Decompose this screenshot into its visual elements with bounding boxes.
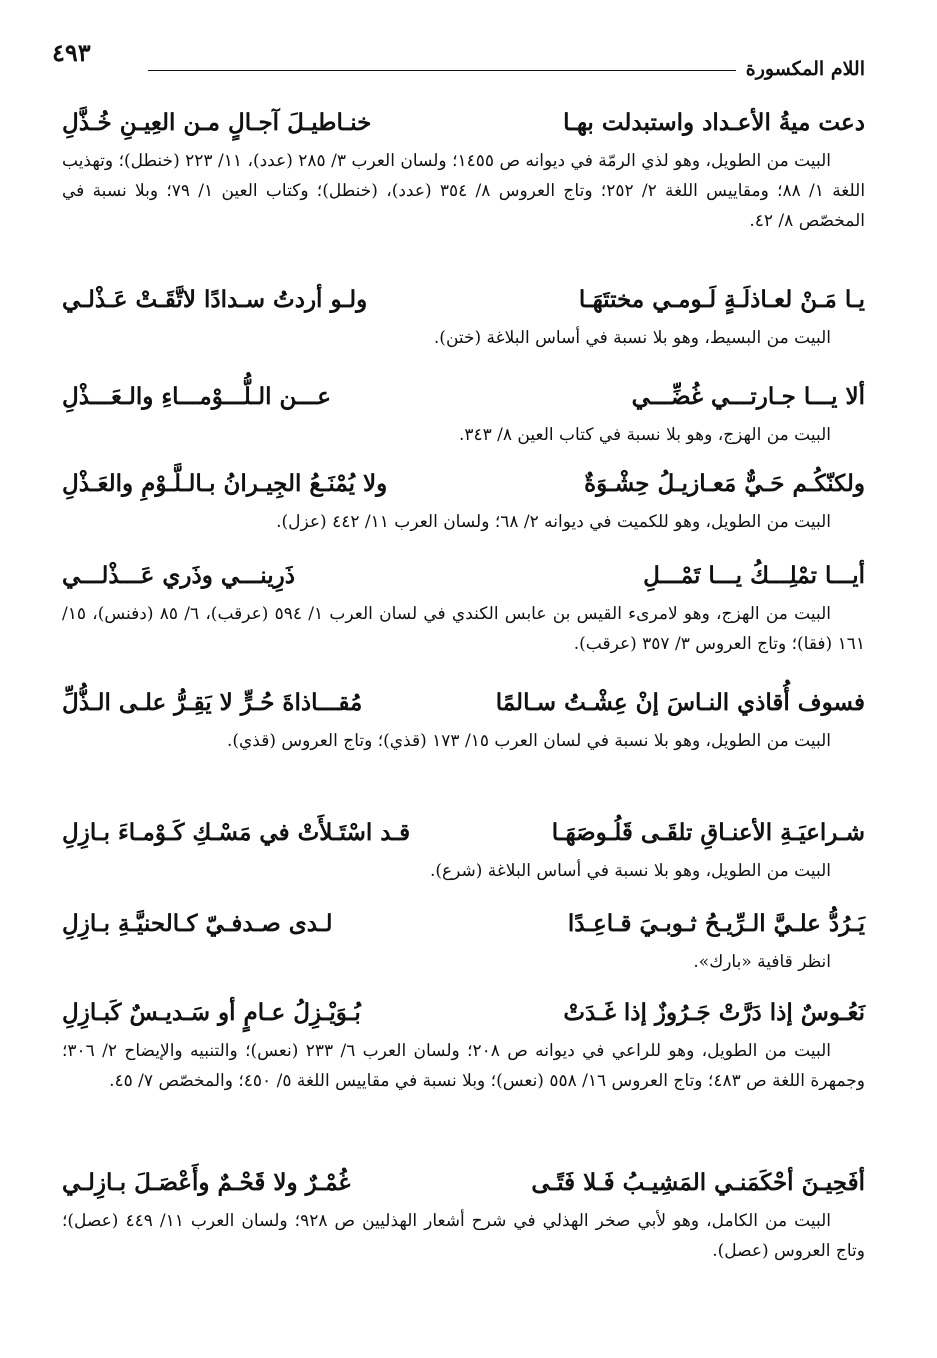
verse-footnote: انظر قافية «بارك». (693, 952, 831, 972)
verse-line (62, 553, 865, 599)
second-hemistich: خنـاطيـلَ آجـالٍ مـن العِيـنِ خُـذَّلِ (62, 109, 372, 136)
verse-footnote: البيت من الكامل، وهو لأبي صخر الهذلي في شرح أشعار الهذليين ص ٩٢٨؛ ولسان العرب ١١/ ٤٤٩ (عصل)؛ وتاج العروس (عصل). (62, 1211, 865, 1261)
verse-entry (62, 100, 865, 236)
second-hemistich: مُقـــاذاةَ حُـرٍّ لا يَقِـرُّ علـى الـذُّلِّ (62, 689, 363, 716)
verse-line (62, 901, 865, 947)
page-number: ٤٩٣ (52, 38, 91, 67)
verse-entry (62, 374, 865, 450)
second-hemistich: لـدى صـدفـيّ كـالحنيَّـةِ بـازِلِ (62, 910, 333, 937)
first-hemistich: شـراعيَـةِ الأعنـاقِ تلقَـى قَلُـوصَهَـا (551, 819, 865, 846)
verse-entry (62, 277, 865, 353)
verse-entry (62, 461, 865, 537)
header-rule (148, 70, 736, 71)
verse-footnote: البيت من البسيط، وهو بلا نسبة في أساس البلاغة (ختن). (433, 328, 831, 348)
second-hemistich: عـــن الـلُّـــوْمـــاءِ والـعَـــذْلِ (62, 383, 332, 410)
first-hemistich: ولكنّكُـم حَـيٌّ مَعـازيـلُ حِشْـوَةٌ (584, 470, 865, 497)
verse-footnote: البيت من الطويل، وهو بلا نسبة في لسان العرب ١٥/ ١٧٣ (قذي)؛ وتاج العروس (قذي). (226, 731, 831, 751)
first-hemistich: يـا مَـنْ لعـاذلَـةٍ لَـومـي مختتَهَـا (578, 286, 865, 313)
verse-entry (62, 810, 865, 886)
first-hemistich: أيـــا تمْلِـــكُ يـــا تَمْـــلِ (643, 562, 865, 589)
verse-footnote: البيت من الهزج، وهو بلا نسبة في كتاب العين ٨/ ٣٤٣. (458, 425, 831, 445)
first-hemistich: أفَحِيـنَ أحْكَمَنـي المَشِيـبُ فَـلا فَتًـى (531, 1169, 865, 1196)
running-head: اللام المكسورة (745, 58, 865, 80)
verse-line (62, 1160, 865, 1206)
verse-line (62, 100, 865, 146)
verse-footnote: البيت من الهزج، وهو لامرىء القيس بن عابس الكندي في لسان العرب ١/ ٥٩٤ (عرقب)، ٦/ ٨٥ (دفنس)، ١٥/ ١٦١ (فقا)؛ وتاج العروس ٣/ ٣٥٧ (عرقب). (62, 604, 865, 654)
verse-footnote: البيت من الطويل، وهو للكميت في ديوانه ٢/ ٦٨؛ ولسان العرب ١١/ ٤٤٢ (عزل). (276, 512, 831, 532)
verse-line (62, 990, 865, 1036)
first-hemistich: فسوف أُقاذي النـاسَ إنْ عِشْـتُ سـالمًا (495, 689, 865, 716)
verse-footnote: البيت من الطويل، وهو بلا نسبة في أساس البلاغة (شرع). (429, 861, 831, 881)
second-hemistich: غُمْـرٌ ولا قَحْـمٌ وأَعْصَـلَ بـازِلـي (62, 1169, 351, 1196)
second-hemistich: قـد اسْتَـلأَتْ في مَسْـكِ كَـوْمـاءَ بـازِلِ (62, 819, 411, 846)
second-hemistich: ولـو أردتُ سـدادًا لاتَّقَـتْ عَـذْلـي (62, 286, 368, 313)
second-hemistich: ذَرِينـــي وذَري عَـــذْلـــي (62, 562, 295, 589)
first-hemistich: يَـرُدُّ علـيَّ الـرِّيـحُ ثـوبـيَ قـاعِـدًا (567, 910, 865, 937)
verse-line (62, 277, 865, 323)
verse-entry (62, 1160, 865, 1266)
second-hemistich: بُـوَيْـزِلُ عـامٍ أو سَـديـسٌ كَبـازِلِ (62, 999, 361, 1026)
verse-line (62, 374, 865, 420)
verse-line (62, 810, 865, 856)
verse-entry (62, 680, 865, 756)
verse-footnote: البيت من الطويل، وهو لذي الرمّة في ديوانه ص ١٤٥٥؛ ولسان العرب ٣/ ٢٨٥ (عدد)، ١١/ ٢٢٣ (خنطل)؛ وتهذيب اللغة ١/ ٨٨؛ ومقاييس اللغة ٢/ ٢٥٢؛ وتاج العروس ٨/ ٣٥٤ (عدد)، (خنطل)؛ وكتاب العين ١/ ٧٩؛ وبلا نسبة في المخصّص ٨/ ٤٢. (62, 151, 866, 231)
verse-footnote: البيت من الطويل، وهو للراعي في ديوانه ص ٢٠٨؛ ولسان العرب ٦/ ٢٣٣ (نعس)؛ والتنبيه والإيضاح ٢/ ٣٠٦؛ وجمهرة اللغة ص ٤٨٣؛ وتاج العروس ١٦/ ٥٥٨ (نعس)؛ وبلا نسبة في مقاييس اللغة ٥/ ٤٥٠؛ والمخصّص ٧/ ٤٥. (62, 1041, 865, 1091)
first-hemistich: ألا يـــا جـارتـــي غُضِّـــي (631, 383, 865, 410)
verse-line (62, 461, 865, 507)
verse-entry (62, 990, 865, 1096)
verse-entry (62, 553, 865, 659)
verse-line (62, 680, 865, 726)
first-hemistich: دعت ميةُ الأعـداد واستبدلت بهـا (563, 109, 865, 136)
first-hemistich: نَعُـوسٌ إذا دَرَّتْ جَـرُوزٌ إذا غَـدَتْ (563, 999, 865, 1026)
verse-entry (62, 901, 865, 977)
second-hemistich: ولا يُمْنَـعُ الجِيـرانُ بـالـلَّـوْمِ والعَـذْلِ (62, 470, 388, 497)
